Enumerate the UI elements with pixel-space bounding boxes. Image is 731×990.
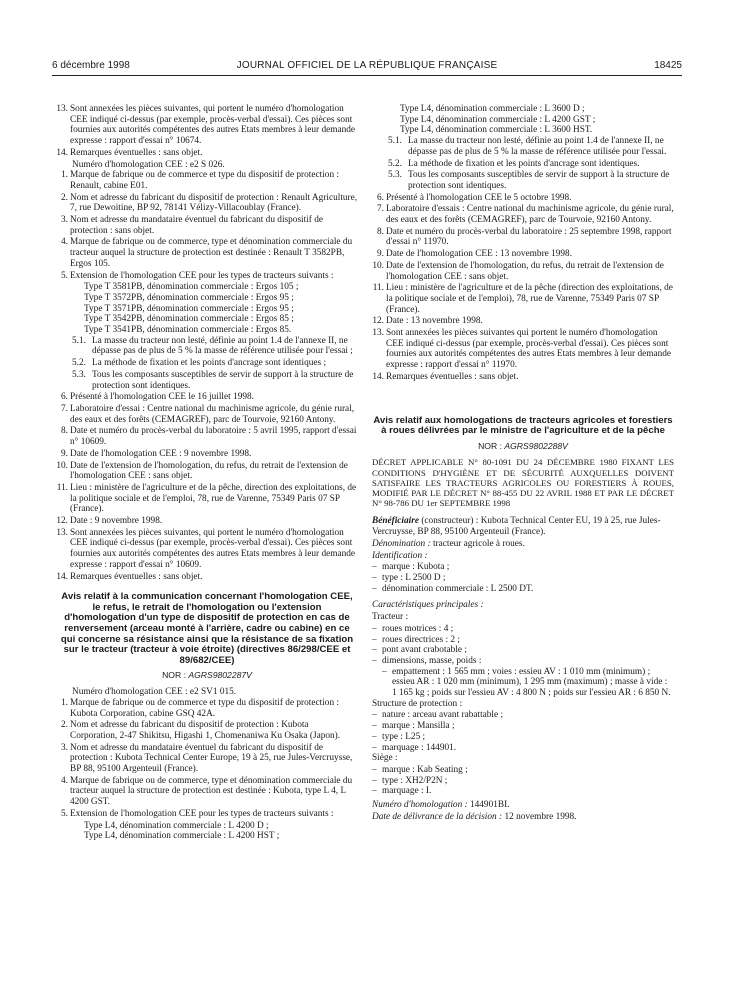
list-item: 9. Date de l'homologation CEE : 13 novembre 1998. [377, 249, 573, 260]
list-item: – marque : Kubota ; [372, 562, 674, 573]
tractor-type-line: Type T 3542PB, dénomination commerciale : Ergos 85 ; [84, 314, 294, 325]
list-item: – type : L25 ; [372, 732, 674, 743]
list-item: 10. Date de l'extension de l'homologation, du refus, du retrait de l'extension de l'homologation CEE : sans objet. [56, 460, 348, 482]
list-item: 13. Sont annexées les pièces suivantes, qui portent le numéro d'homologation CEE indiqué ci-dessus (par exemple, procès-verbal d'essai). Ces pièces sont fournies aux autorités compétentes des autres Etats membres à leur demande expresse : rapport d'essai n° 10609. [56, 527, 356, 570]
decision-date: Date de délivrance de la décision : 12 novembre 1998. [372, 811, 577, 822]
list-item: 3. Nom et adresse du mandataire éventuel du fabricant du dispositif de protection : sans objet. [61, 215, 323, 236]
list-item: – marquage : 144901. [372, 743, 674, 754]
tractor-type-line: Type L4, dénomination commerciale : L 3600 HST. [400, 125, 593, 136]
list-item: 13. Sont annexées les pièces suivantes, qui portent le numéro d'homologation CEE indiqué ci-dessus (par exemple, procès-verbal d'essai). Ces pièces sont fournies aux autorités compétentes des autres Etats membres à leur demande expresse : rapport d'essai n° 10674. [56, 104, 356, 147]
notice-heading: Avis relatif aux homologations de tracteurs agricoles et forestiers à roues délivrées par le ministre de l'agriculture et de la pêche [373, 414, 673, 437]
tractor-type-line: Type L4, dénomination commerciale : L 4200 HST ; [84, 831, 280, 842]
dimensions-text: – empattement : 1 565 mm ; voies : essieu AV : 1 010 mm (minimum) ; essieu AR : 1 020 mm (minimum), 1 295 mm (maximum) ; masse à vide : 1 165 kg ; poids sur l'essieu AV : 4 800 N ; poids sur l'essieu AR : 6 850 N. [382, 667, 674, 699]
list-item: – nature : arceau avant rabattable ; [372, 710, 674, 721]
identification-label: Identification : [372, 550, 428, 561]
sub-item: 5.2. La méthode de fixation et les points d'ancrage sont identiques ; [72, 358, 327, 369]
list-item: – pont avant crabotable ; [372, 645, 674, 656]
list-item: – type : XH2/P2N ; [372, 776, 674, 787]
sub-item: 5.1. La masse du tracteur non lesté, définie au point 1.4 de l'annexe II, ne dépasse pas de plus de 5 % la masse de référence utilisée pour l'essai. [388, 136, 667, 157]
header-journal-title: JOURNAL OFFICIEL DE LA RÉPUBLIQUE FRANÇAISE [236, 60, 498, 71]
list-item: – marque : Kab Seating ; [372, 765, 674, 776]
sub-item: 5.3. Tous les composants susceptibles de servir de support à la structure de protection sont identiques. [72, 369, 354, 391]
list-item: 8. Date et numéro du procès-verbal du laboratoire : 25 septembre 1998, rapport d'essai n° 11970. [377, 226, 672, 248]
list-item: – type : L 2500 D ; [372, 573, 674, 584]
notice-heading: Avis relatif à la communication concernant l'homologation CEE, le refus, le retrait de l'homologation ou l'extension d'homologation d'un type de dispositif de protection en cas de renversement (arceau monté à l'arrière, cadre ou cabine) en ce qui concerne sa résistance ainsi que la résistance de sa fixation sur le tracteur (tracteur à voie étroite) (directives 86/298/CEE et 89/682/CEE) [60, 591, 354, 666]
list-item: 5. Extension de l'homologation CEE pour les types de tracteurs suivants : [61, 808, 334, 819]
list-item: – marque : Mansilla ; [372, 721, 674, 732]
tractor-type-line: Type L4, dénomination commerciale : L 4200 D ; [84, 820, 269, 831]
sub-item: 5.3. Tous les composants susceptibles de servir de support à la structure de protection sont identiques. [388, 170, 670, 191]
list-item: 7. Laboratoire d'essais : Centre national du machinisme agricole, du génie rural, des eaux et des forêts (CEMAGREF), parc de Tourvoie, 92160 Antony. [377, 204, 674, 226]
homologation-number: Numéro d'homologation CEE : e2 SV1 015. [72, 687, 237, 698]
homologation-number: Numéro d'homologation : 144901BI. [372, 800, 510, 811]
homologation-number: Numéro d'homologation CEE : e2 S 026. [72, 159, 225, 170]
page-header [52, 60, 682, 74]
nor-reference: NOR : AGRS9802288V [478, 440, 568, 451]
list-item: 6. Présenté à l'homologation CEE le 16 juillet 1998. [61, 392, 254, 403]
list-item: 1. Marque de fabrique ou de commerce et type du dispositif de protection : Renault, cabine E01. [61, 170, 340, 191]
list-item: 12. Date : 13 novembre 1998. [372, 316, 483, 327]
list-item: 2. Nom et adresse du fabricant du dispositif de protection : Kubota Corporation, 2-47 Shikitsu, Higashi 1, Chomenaniwa Ku Osaka (Japon). [61, 720, 341, 741]
decree-reference: DÉCRET APPLICABLE N° 80-1091 DU 24 DÉCEMBRE 1980 FIXANT LES CONDITIONS D'HYGIÈNE ET DE SÉCURITÉ AUXQUELLES DOIVENT SATISFAIRE LES TRACTEURS AGRICOLES OU FORESTIERS À ROUES, MODIFIÉ PAR LE DÉCRET N° 88-455 DU 22 AVRIL 1988 ET PAR LE DÉCRET N° 98-786 DU 1er SEPTEMBRE 1998 [372, 457, 674, 509]
list-item: 13. Sont annexées les pièces suivantes qui portent le numéro d'homologation CEE indiqué ci-dessus (par exemple, procès-verbal d'essai). Ces pièces sont fournies aux autorités compétentes des autres Etats membres à leur demande expresse : rapport d'essai n° 11970. [372, 328, 672, 371]
nor-reference: NOR : AGRS9802287V [162, 670, 252, 681]
list-item: 8. Date et numéro du procès-verbal du laboratoire : 5 avril 1995, rapport d'essai n° 10609. [61, 426, 357, 448]
right-column [372, 104, 674, 823]
list-item: 14. Remarques éventuelles : sans objet. [372, 371, 519, 382]
protection-structure-label: Structure de protection : [372, 698, 463, 709]
list-item: – roues directrices : 2 ; [372, 635, 674, 646]
list-item: 7. Laboratoire d'essai : Centre national du machinisme agricole, du génie rural, des eaux et des forêts (CEMAGREF), parc de Tourvoie, 92160 Antony. [61, 403, 355, 425]
list-item: 10. Date de l'extension de l'homologation, du refus, du retrait de l'extension de l'homologation CEE : sans objet. [372, 260, 664, 282]
tractor-type-line: Type L4, dénomination commerciale : L 4200 GST ; [400, 114, 596, 125]
characteristics-label: Caractéristiques principales : [372, 600, 484, 611]
list-item: 14. Remarques éventuelles : sans objet. [56, 571, 203, 582]
list-item: – roues motrices : 4 ; [372, 624, 674, 635]
list-item: – marquage : I. [372, 786, 674, 797]
header-rule [52, 75, 682, 76]
list-item: 11. Lieu : ministère de l'agriculture et de la pêche (direction des exploitations, de la politique sociale et de l'emploi), 78, rue de Varenne, 75349 Paris 07 SP (France). [372, 283, 673, 315]
list-item: 11. Lieu : ministère de l'agriculture et de la pêche, direction des exploitations, de la politique sociale et de l'emploi, 78, rue de Varenne, 75349 Paris 07 SP (France). [56, 482, 357, 515]
list-item: 4. Marque de fabrique ou de commerce, type et dénomination commerciale du tracteur auquel la structure de protection est destinée : Renault T 3582PB, Ergos 105. [61, 237, 353, 269]
list-item: 9. Date de l'homologation CEE : 9 novembre 1998. [61, 448, 252, 459]
denomination: Dénomination : tracteur agricole à roues. [372, 538, 525, 549]
list-item: – dimensions, masse, poids : [372, 656, 674, 667]
list-item: 14. Remarques éventuelles : sans objet. [56, 147, 203, 158]
list-item: 2. Nom et adresse du fabricant du dispositif de protection : Renault Agriculture, 7, rue Dewoitine, BP 92, 78141 Vélizy-Villacoublay (France). [61, 192, 358, 214]
sub-item: 5.2. La méthode de fixation et les points d'ancrage sont identiques. [388, 158, 640, 169]
seat-label: Siège : [372, 753, 398, 764]
beneficiary: Bénéficiaire (constructeur) : Kubota Technical Center EU, 19 à 25, rue Jules-Vercruysse, BP 88, 95100 Argenteuil (France). [372, 516, 661, 538]
list-item: 12. Date : 9 novembre 1998. [56, 516, 163, 527]
list-item: 5. Extension de l'homologation CEE pour les types de tracteurs suivants : [61, 270, 334, 281]
list-item: 1. Marque de fabrique ou de commerce et type du dispositif de protection : Kubota Corporation, cabine GSQ 42A. [61, 697, 340, 719]
header-date: 6 décembre 1998 [52, 60, 130, 71]
tractor-label: Tracteur : [372, 612, 409, 623]
header-page-number: 18425 [654, 60, 682, 71]
tractor-type-line: Type T 3571PB, dénomination commerciale : Ergos 95 ; [84, 303, 294, 314]
sub-item: 5.1. La masse du tracteur non lesté, définie au point 1.4 de l'annexe II, ne dépasse pas de plus de 5 % la masse de référence utilisée pour l'essai ; [72, 335, 353, 357]
tractor-type-line: Type T 3572PB, dénomination commerciale : Ergos 95 ; [84, 292, 294, 303]
tractor-type-line: Type T 3541PB, dénomination commerciale : Ergos 85. [84, 325, 292, 336]
list-item: 4. Marque de fabrique ou de commerce, type et dénomination commerciale du tracteur auquel la structure de protection est destinée : Kubota, type L 4, L 4200 GST. [61, 775, 353, 808]
list-item: 6. Présenté à l'homologation CEE le 5 octobre 1998. [377, 192, 572, 203]
tractor-type-line: Type L4, dénomination commerciale : L 3600 D ; [400, 104, 585, 114]
list-item: 3. Nom et adresse du mandataire éventuel du fabricant du dispositif de protection : Kubota Technical Center Europe, 19 à 25, rue Jules-Vercruysse, BP 88, 95100 Argenteuil (France). [61, 742, 353, 775]
left-column [56, 104, 358, 842]
list-item: – dénomination commerciale : L 2500 DT. [372, 584, 674, 595]
tractor-type-line: Type T 3581PB, dénomination commerciale : Ergos 105 ; [84, 282, 299, 293]
